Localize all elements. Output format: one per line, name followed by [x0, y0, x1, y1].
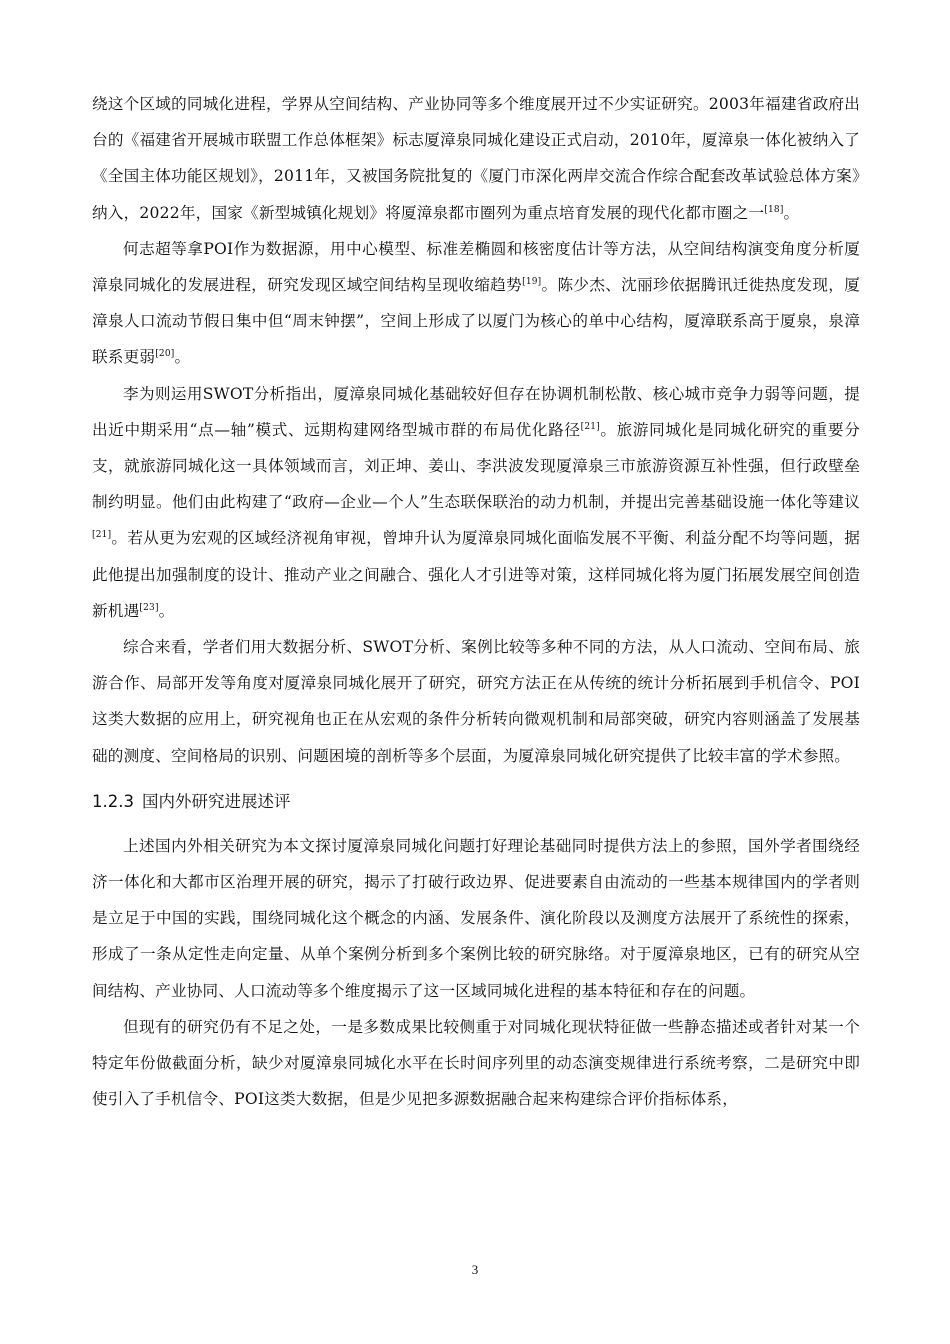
paragraph-text: 李为则运用SWOT分析指出，厦漳泉同城化基础较好但存在协调机制松散、核心城市竞争力弱等问题，提出近中期采用“点—轴”模式、远期构建网络型城市群的布局优化路径: [92, 384, 860, 439]
paragraph-tail: 。: [783, 203, 800, 222]
citation-ref: [21]: [92, 530, 112, 541]
citation-ref: [23]: [139, 602, 159, 613]
citation-ref: [21]: [580, 421, 600, 432]
paragraph-review: 上述国内外相关研究为本文探讨厦漳泉同城化问题打好理论基础同时提供方法上的参照，国外学者围绕经济一体化和大都市区治理开展的研究，揭示了打破行政边界、促进要素自由流动的一些基本规律国内的学者则是立足于中国的实践，围绕同城化这个概念的内涵、发展条件、演化阶段以及测度方法展开了系统性的探索，形成了一条从定性走向定量、从单个案例分析到多个案例比较的研究脉络。对于厦漳泉地区，已有的研究从空间结构、产业协同、人口流动等多个维度揭示了这一区域同城化进程的基本特征和存在的问题。: [92, 836, 860, 1000]
section-number: 1.2.3: [92, 791, 134, 811]
paragraph-continued: [92, 86, 860, 231]
citation-ref: [19]: [522, 276, 542, 287]
citation-ref: [20]: [155, 349, 175, 360]
paragraph-text: 何志超等拿POI作为数据源，用中心模型、标准差椭圆和核密度估计等方法，从空间结构演变角度分析厦漳泉同城化的发展进程，研究发现区域空间结构呈现收缩趋势: [92, 239, 860, 295]
paragraph-he-zhichao: [92, 231, 860, 376]
paragraph-text: 。若从更为宏观的区域经济视角审视，曾坤升认为厦漳泉同城化面临发展不平衡、利益分配不均等问题，据此他提出加强制度的设计、推动产业之间融合、强化人才引进等对策，这样同城化将为厦门拓展发展空间创造新机遇: [92, 529, 860, 620]
page-number: 3: [471, 1262, 479, 1277]
page-body: [92, 86, 860, 1117]
paragraph-text: 。旅游同城化是同城化研究的重要分支，就旅游同城化这一具体领域而言，刘正坤、姜山、李洪波发现厦漳泉三市旅游资源互补性强，但行政壁垒制约明显。他们由此构建了“政府—企业—个人”生态联保联治的动力机制，并提出完善基础设施一体化等建议: [92, 420, 860, 512]
paragraph-shortcomings: 但现有的研究仍有不足之处，一是多数成果比较侧重于对同城化现状特征做一些静态描述或者针对某一个特定年份做截面分析，缺少对厦漳泉同城化水平在长时间序列里的动态演变规律进行系统考察，二是研究中即使引入了手机信令、POI这类大数据，但是少见把多源数据融合起来构建综合评价指标体系，: [92, 1017, 860, 1109]
section-heading: [92, 784, 860, 820]
section-title: 国内外研究进展述评: [141, 791, 291, 811]
paragraph-li-weize: [92, 376, 860, 629]
paragraph-tail: 。: [158, 601, 175, 620]
paragraph-text: 绕这个区域的同城化进程，学界从空间结构、产业协同等多个维度展开过不少实证研究。2003年福建省政府出台的《福建省开展城市联盟工作总体框架》标志厦漳泉同城化建设正式启动，2010年，厦漳泉一体化被纳入了《全国主体功能区规划》，2011年，又被国务院批复的《厦门市深化两岸交流合作综合配套改革试验总体方案》纳入，2022年，国家《新型城镇化规划》将厦漳泉都市圈列为重点培育发展的现代化都市圈之一: [92, 95, 860, 222]
paragraph-summary: 综合来看，学者们用大数据分析、SWOT分析、案例比较等多种不同的方法，从人口流动、空间布局、旅游合作、局部开发等角度对厦漳泉同城化展开了研究，研究方法正在从传统的统计分析拓展到手机信令、POI这类大数据的应用上，研究视角也正在从宏观的条件分析转向微观机制和局部突破，研究内容则涵盖了发展基础的测度、空间格局的识别、问题困境的剖析等多个层面，为厦漳泉同城化研究提供了比较丰富的学术参照。: [92, 638, 860, 765]
paragraph-tail: 。: [174, 348, 191, 367]
paragraph-text: 。陈少杰、沈丽珍依据腾讯迁徙热度发现，厦漳泉人口流动节假日集中但“周末钟摆”，空间上形成了以厦门为核心的单中心结构，厦漳联系高于厦泉，泉漳联系更弱: [92, 276, 860, 367]
citation-ref: [18]: [764, 204, 784, 215]
